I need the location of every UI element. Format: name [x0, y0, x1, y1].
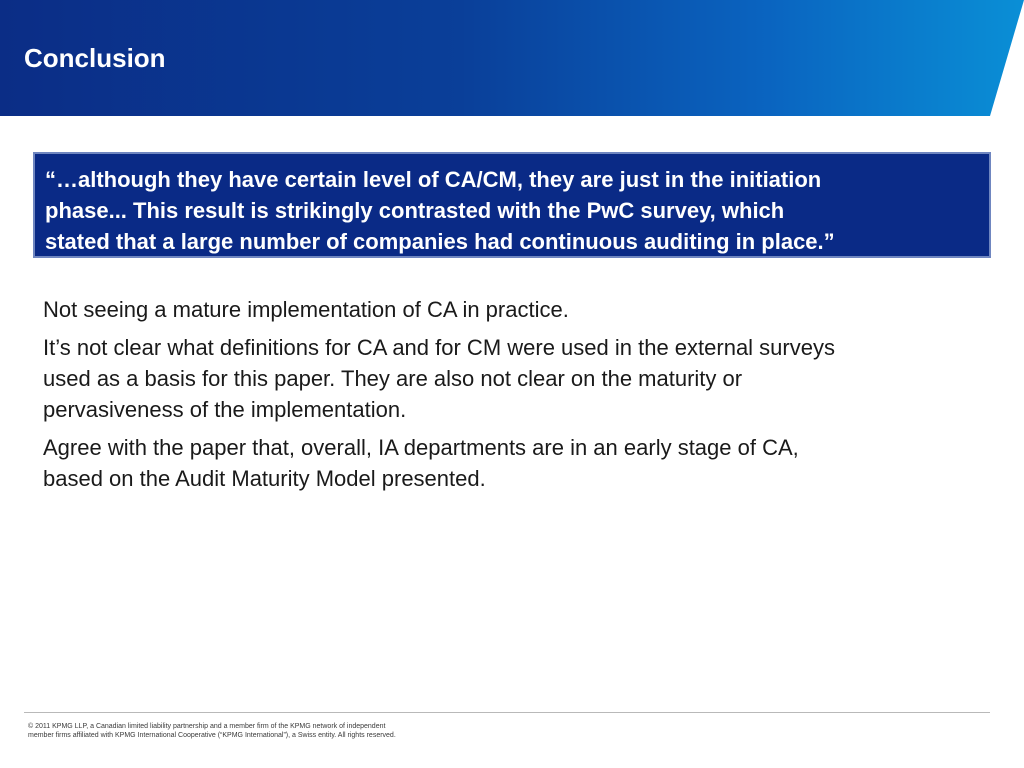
body-content	[43, 294, 983, 501]
quote-text	[45, 164, 979, 257]
slide-title: Conclusion	[24, 43, 166, 73]
body-line: Agree with the paper that, overall, IA departments are in an early stage of CA,	[43, 435, 799, 460]
body-line: used as a basis for this paper. They are also not clear on the maturity or	[43, 366, 743, 391]
quote-line: “…although they have certain level of CA/CM, they are just in the initiation	[45, 167, 822, 192]
body-paragraph	[43, 294, 983, 325]
copyright-notice	[28, 722, 396, 740]
body-paragraph	[43, 432, 983, 494]
body-line: based on the Audit Maturity Model presented.	[43, 466, 486, 491]
quote-line: phase... This result is strikingly contrasted with the PwC survey, which	[45, 198, 785, 223]
body-line: pervasiveness of the implementation.	[43, 397, 407, 422]
body-paragraph	[43, 332, 983, 425]
footer-divider	[24, 712, 990, 713]
body-line: Not seeing a mature implementation of CA in practice.	[43, 297, 569, 322]
quote-line: stated that a large number of companies had continuous auditing in place.”	[45, 229, 835, 254]
copyright-line: member firms affiliated with KPMG International Cooperative (“KPMG International”), a Swiss entity. All rights reserved.	[28, 732, 396, 739]
body-line: It’s not clear what definitions for CA and for CM were used in the external surveys	[43, 335, 835, 360]
copyright-line: © 2011 KPMG LLP, a Canadian limited liability partnership and a member firm of the KPMG network of independent	[28, 723, 386, 730]
quote-box	[33, 152, 991, 258]
